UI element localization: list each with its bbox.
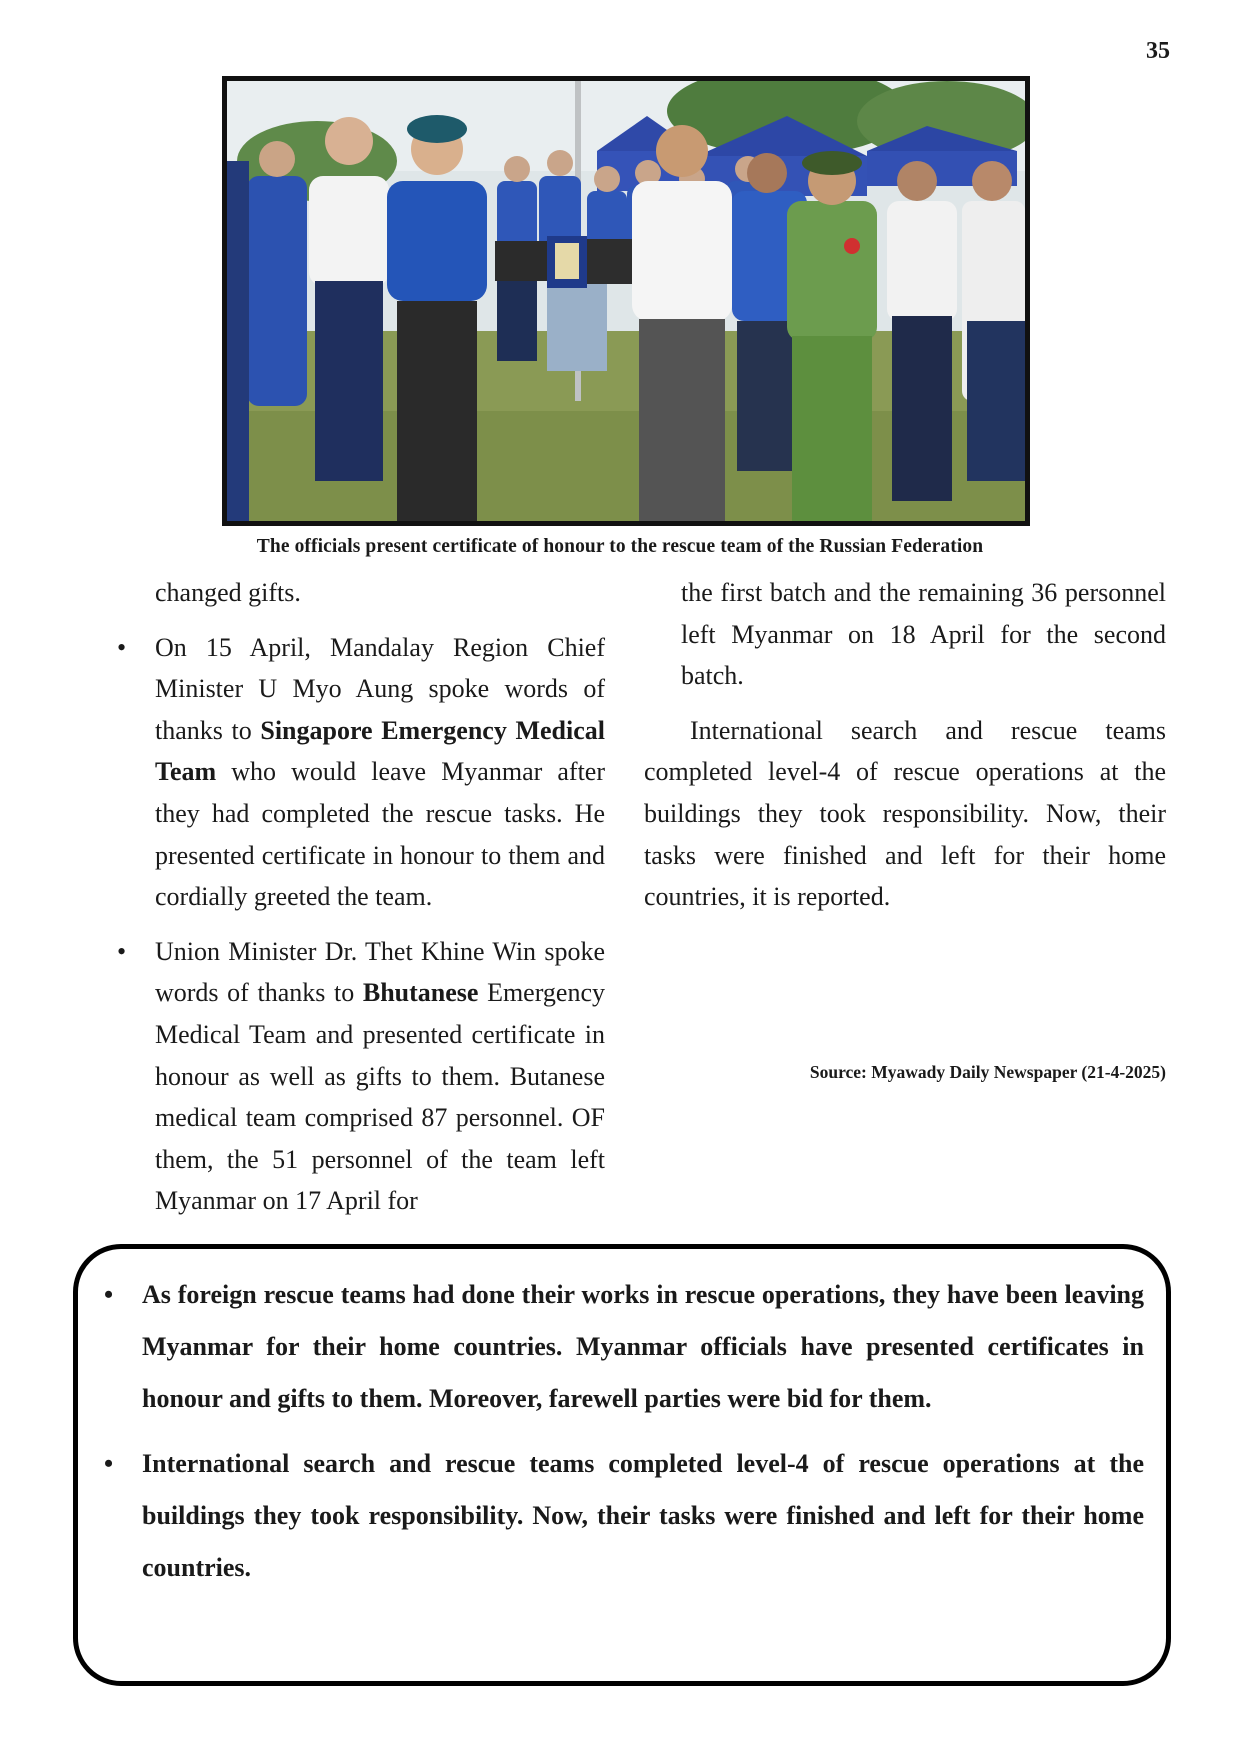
continued-text: the first batch and the remaining 36 personnel left Myanmar on 18 April for the second batch. — [681, 578, 1166, 691]
right-column — [644, 572, 1166, 918]
body-paragraph: International search and rescue teams completed level-4 of rescue operations at the buildings they took responsibility. Now, their tasks were finished and left for their home countries, it is reported. — [644, 715, 1166, 912]
ceremony-photo — [222, 76, 1030, 526]
summary-point: • International search and rescue teams completed level-4 of rescue operations at the buildings they took responsibility. Now, their tasks were finished and left for their home countries. — [142, 1438, 1144, 1594]
summary-list — [142, 1269, 1144, 1607]
list-item-text: On 15 April, Mandalay Region Chief Minister U Myo Aung spoke words of thanks to — [155, 632, 605, 745]
ceremony-photo-illustration — [227, 81, 1025, 521]
team-name: Singapore Emergency Medical Team — [155, 715, 605, 787]
photo-caption: The officials present certificate of honour to the rescue team of the Russian Federation — [256, 536, 984, 557]
source-citation: Source: Myawady Daily Newspaper (21-4-2025) — [809, 1062, 1166, 1082]
list-item — [155, 931, 605, 1222]
team-name: Bhutanese — [362, 978, 479, 1008]
summary-box — [73, 1244, 1171, 1686]
list-item-text: who would leave Myanmar after they had completed the rescue tasks. He presented certificate in honour to them and cordially greeted the team. — [155, 757, 605, 912]
continued-text: changed gifts. — [155, 578, 301, 607]
summary-point: • As foreign rescue teams had done their works in rescue operations, they have been leaving Myanmar for their home countries. Myanmar officials have presented certificates in honour and gifts to them. Moreover, farewell parties were bid for them. — [142, 1269, 1144, 1425]
list-item-text: Union Minister Dr. Thet Khine Win spoke words of thanks to — [155, 936, 605, 1008]
list-item-text: Emergency Medical Team and presented certificate in honour as well as gifts to them. Butanese medical team comprised 87 personnel. OF them, the 51 personnel of the team left Myanmar on 17 April for — [155, 978, 605, 1216]
page-number: 35 — [1146, 38, 1170, 64]
left-column — [118, 572, 605, 1235]
event-list — [118, 627, 605, 1222]
list-item — [155, 627, 605, 918]
